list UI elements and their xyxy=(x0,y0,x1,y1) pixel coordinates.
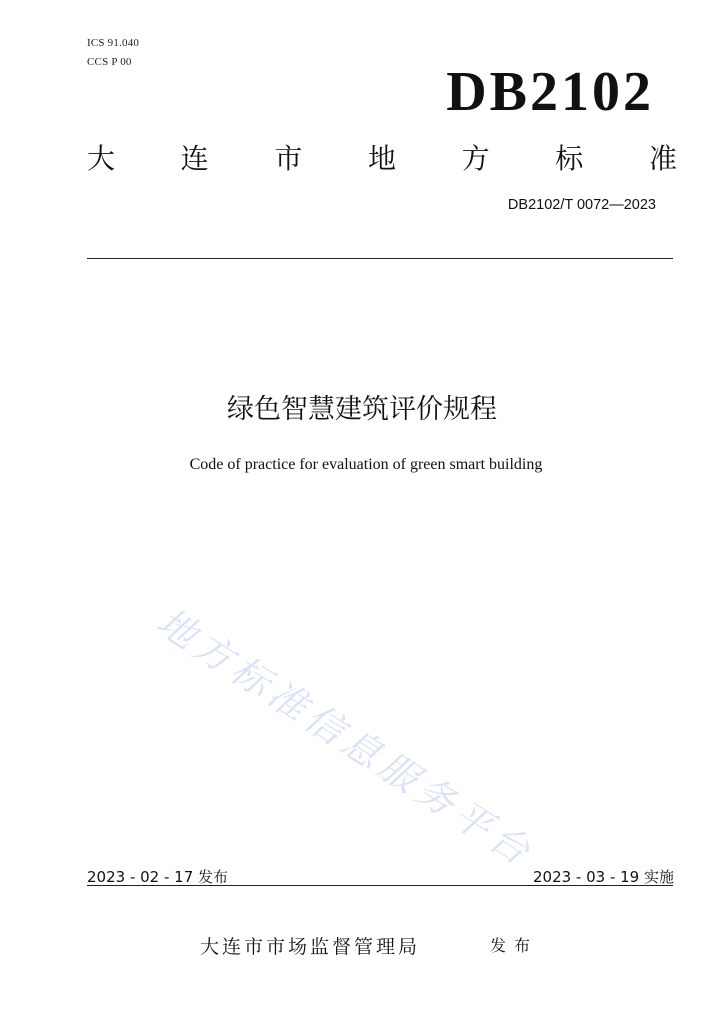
standard-type-char: 大 xyxy=(87,142,116,175)
document-title-chinese: 绿色智慧建筑评价规程 xyxy=(227,394,497,425)
issue-label: 发布 xyxy=(490,936,539,955)
issue-date: 2023 - 02 - 17 发布 xyxy=(87,868,229,886)
standard-type-char: 市 xyxy=(274,142,303,175)
issuing-authority: 大连市市场监督管理局 xyxy=(200,936,421,958)
standard-type-char: 地 xyxy=(367,142,396,175)
ccs-code: CCS P 00 xyxy=(87,56,132,68)
document-title-english: Code of practice for evaluation of green smart building xyxy=(189,456,543,473)
standard-type-heading xyxy=(87,141,677,177)
top-divider xyxy=(87,258,673,259)
standard-type-char: 方 xyxy=(461,142,490,175)
bottom-divider xyxy=(87,885,673,886)
standard-number: DB2102/T 0072—2023 xyxy=(507,197,656,213)
standard-type-char: 准 xyxy=(648,142,677,175)
standard-code: DB2102 xyxy=(446,61,654,123)
standard-type-char: 标 xyxy=(555,142,584,175)
standard-type-char: 连 xyxy=(180,142,209,175)
ics-code: ICS 91.040 xyxy=(87,37,140,49)
implementation-date: 2023 - 03 - 19 实施 xyxy=(532,868,674,886)
watermark: 地方标准信息服务平台 xyxy=(149,599,543,877)
